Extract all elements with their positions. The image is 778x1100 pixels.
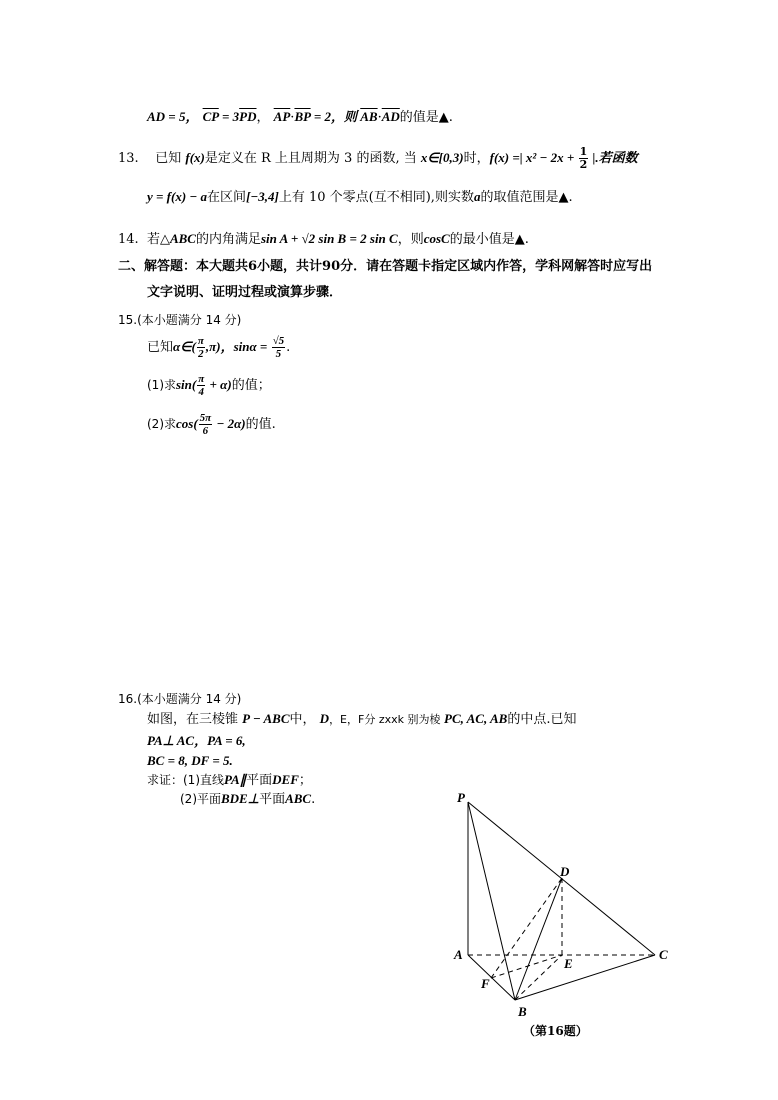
eq-2: = 2，则: [310, 109, 361, 124]
q16-line4: [147, 771, 312, 790]
q16-plane-def: DEF: [272, 772, 299, 787]
q14-triangle: ABC: [169, 231, 196, 246]
q13-condition: x∈[0,3): [420, 150, 464, 165]
q15-header: 15.(本小题满分 14 分): [118, 313, 242, 327]
q16-text: 如图，在三棱锥: [147, 712, 243, 727]
q13-fdef: f(x) =| x² − 2x +: [489, 150, 578, 165]
q13-text: 时，: [463, 151, 490, 166]
q15-minus-2alpha: − 2α): [213, 416, 246, 431]
q15-alpha: α∈(: [173, 339, 196, 354]
label-b: B: [518, 1004, 527, 1019]
q12-continuation: [147, 108, 453, 127]
q16-d: D: [319, 711, 330, 726]
q16-pa-parallel: PA∥: [224, 772, 247, 787]
vector-pd: $\overline{PD}$: [239, 109, 257, 124]
q13-line1: [118, 146, 638, 171]
q16-pyramid: P − ABC: [242, 711, 290, 726]
q16-line1: [147, 710, 576, 729]
fraction-pi-over-2: $\frac{\pi}{2}$: [197, 335, 204, 360]
q14-text: ，则: [397, 232, 424, 247]
q16-line3: BC = 8, DF = 5.: [147, 753, 233, 768]
q15-sin: ,π)，sinα =: [205, 339, 271, 354]
vector-ab: $\overline{AB}$: [360, 109, 378, 124]
q13-text: 在区间: [207, 190, 247, 205]
q16-text: ；: [298, 773, 312, 788]
q14-number: 14.: [118, 232, 139, 247]
fraction-5pi-over-6: $\frac{5\pi}{6}$: [199, 412, 212, 437]
vector-ap: $\overline{AP}$: [273, 109, 291, 124]
vector-bp: $\overline{BP}$: [294, 109, 311, 124]
dot-operator: ·: [377, 110, 382, 125]
q16-text: ，E，F分 zxxk 别为棱: [329, 713, 444, 726]
section2-heading-cont: 文字说明、证明过程或演算步骤．: [147, 285, 343, 300]
fraction-pi-over-4: $\frac{\pi}{4}$: [198, 373, 205, 398]
q15-part2: [147, 412, 276, 437]
q16-line2: PA⊥ AC，PA = 6,: [147, 733, 246, 748]
q15-text: 的值.: [245, 417, 276, 432]
ad-length: AD = 5，: [147, 109, 199, 124]
q15-plus-alpha: + α): [206, 377, 232, 392]
q13-a: a: [473, 189, 481, 204]
q16-text: (2)平面: [180, 792, 221, 806]
fraction-sqrt5-over-5: $\frac{√5}{5}$: [272, 335, 285, 360]
separator: ，: [256, 110, 270, 125]
q15-sin: sin(: [176, 377, 197, 392]
q16-line5: [180, 790, 315, 809]
q12-tail: 的值是▲.: [399, 110, 453, 125]
q15-cos: cos(: [176, 416, 198, 431]
label-e: E: [564, 956, 573, 971]
label-c: C: [659, 947, 668, 962]
q13-number: 13.: [118, 151, 139, 166]
q14-tail: 的最小值是▲.: [449, 232, 529, 247]
label-f: F: [481, 976, 490, 991]
q14-text: 若△: [146, 232, 170, 247]
fraction-half: $\frac{1}{2}$: [579, 145, 588, 171]
q13-tail: 的取值范围是▲.: [480, 190, 573, 205]
q16-text: 中，: [289, 712, 316, 727]
q13-yfa: y = f(x) − a: [147, 189, 208, 204]
q15-period: .: [286, 340, 291, 355]
segment-bd: [515, 878, 562, 1000]
q16-text: 的中点.已知: [507, 712, 577, 727]
label-a: A: [454, 947, 463, 962]
q15-part2-label: (2)求: [147, 417, 176, 431]
q15-text: 已知: [147, 340, 174, 355]
q16-plane-abc: ABC: [285, 791, 312, 806]
q16-text: 平面: [259, 792, 286, 807]
q16-edges: PC, AC, AB: [444, 711, 508, 726]
q13-text: 是定义在 R 上且周期为 3 的函数, 当: [204, 151, 421, 166]
q15-part1: [147, 373, 271, 398]
eq-3: = 3: [218, 109, 240, 124]
segment-be-hidden: [515, 955, 562, 1000]
q13-line2: [147, 188, 573, 207]
vector-cp: $\overline{CP}$: [202, 109, 219, 124]
q16-text: 求证：(1)直线: [147, 773, 224, 787]
q13-text: 上有 10 个零点(互不相同),则实数: [278, 190, 474, 205]
vector-ad: $\overline{AD}$: [381, 109, 400, 124]
q16-header: 16.(本小题满分 14 分): [118, 692, 242, 706]
q15-text: 的值；: [231, 378, 271, 393]
label-p: P: [457, 790, 465, 805]
pyramid-figure: [440, 785, 680, 1020]
dot-operator: ·: [290, 110, 295, 125]
q16-bde-perp: BDE⊥: [221, 791, 260, 806]
label-d: D: [560, 864, 570, 879]
q14-expression: sin A + √2 sin B = 2 sin C: [260, 231, 398, 246]
edge-pb: [468, 802, 515, 1000]
q15-given: [147, 335, 290, 360]
q13-fx: f(x): [185, 150, 205, 165]
q16-text: 平面: [246, 773, 273, 788]
q14-cosc: cosC: [423, 231, 450, 246]
q13-text: |.若函数: [589, 150, 638, 165]
q16-text: .: [311, 792, 316, 807]
q14-text: 的内角满足: [195, 232, 261, 247]
figure-caption: （第16题）: [523, 1024, 588, 1038]
q15-part1-label: (1)求: [147, 378, 176, 392]
edge-bc: [515, 955, 655, 1000]
q13-interval: [−3,4]: [246, 189, 279, 204]
q14-line: [118, 230, 529, 249]
section2-heading: 二、解答题：本大题共6小题，共计90分．请在答题卡指定区域内作答，学科网解答时应写出: [118, 259, 653, 274]
q13-text: 已知: [155, 151, 186, 166]
segment-fd-hidden: [491, 878, 562, 978]
segment-fe-hidden: [491, 955, 562, 978]
